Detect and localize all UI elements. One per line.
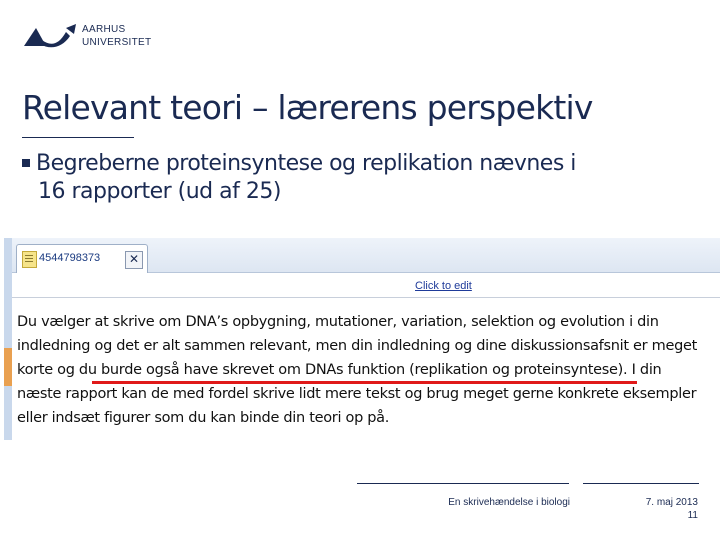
bullet-point bbox=[22, 150, 712, 206]
document-tab-label: 4544798373 bbox=[39, 252, 101, 264]
logo-text bbox=[82, 23, 151, 49]
slide-title: Relevant teori – lærerens perspektiv bbox=[22, 88, 593, 127]
document-tab[interactable] bbox=[16, 244, 148, 273]
university-logo bbox=[22, 22, 152, 52]
aarhus-logo-icon bbox=[22, 22, 78, 48]
teacher-comment bbox=[17, 310, 717, 430]
document-icon bbox=[22, 251, 37, 268]
left-panel-marker bbox=[4, 348, 12, 386]
footer-title: En skrivehændelse i biologi bbox=[448, 497, 570, 508]
page-number: 11 bbox=[687, 510, 698, 521]
embedded-screenshot bbox=[4, 238, 720, 440]
bullet-text-line-2: 16 rapporter (ud af 25) bbox=[38, 179, 281, 204]
screenshot-left-panel bbox=[4, 238, 12, 440]
red-underline-highlight bbox=[92, 381, 637, 384]
comment-line-3: korte og du burde også have skrevet om DNAs funktion (replikation og proteinsyntese). I din bbox=[17, 362, 662, 378]
close-icon[interactable]: ✕ bbox=[125, 251, 143, 269]
footer-rule-right bbox=[583, 483, 699, 484]
click-to-edit-link[interactable]: Click to edit bbox=[415, 280, 472, 292]
title-divider bbox=[22, 137, 134, 138]
bullet-square-icon bbox=[22, 159, 30, 167]
footer-date: 7. maj 2013 bbox=[645, 497, 698, 508]
header-divider bbox=[12, 297, 720, 298]
logo-line-1: AARHUS bbox=[82, 24, 126, 35]
comment-line-2: indledning og det er alt sammen relevant, men din indledning og dine diskussionsafsnit er meget bbox=[17, 338, 697, 354]
footer-rule-left bbox=[357, 483, 569, 484]
bullet-text-line-1: Begreberne proteinsyntese og replikation nævnes i bbox=[36, 151, 576, 176]
comment-line-1: Du vælger at skrive om DNA’s opbygning, mutationer, variation, selektion og evolution i din bbox=[17, 314, 659, 330]
document-tab-bar bbox=[12, 238, 720, 273]
logo-line-2: UNIVERSITET bbox=[82, 37, 152, 48]
comment-line-5: eller indsæt figurer som du kan binde din teori op på. bbox=[17, 410, 390, 426]
comment-line-4: næste rapport kan de med fordel skrive lidt mere tekst og brug meget gerne konkrete eksempler bbox=[17, 386, 697, 402]
